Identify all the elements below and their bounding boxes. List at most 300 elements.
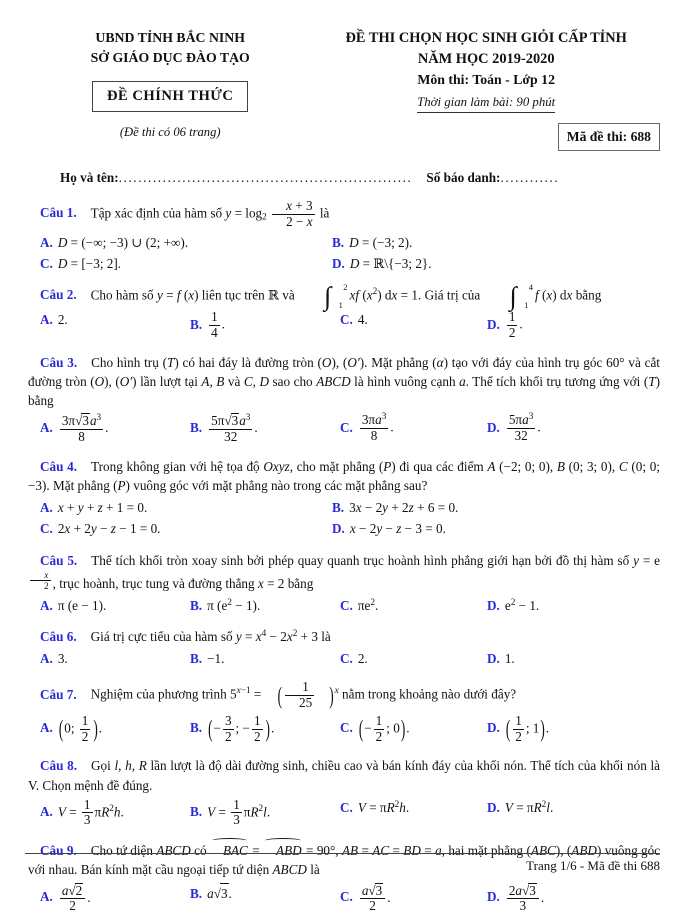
denominator bbox=[507, 428, 535, 444]
denominator bbox=[272, 214, 314, 230]
option-letter: A. bbox=[40, 597, 53, 613]
option-C bbox=[340, 310, 487, 341]
text-run: 8 bbox=[370, 428, 378, 444]
text-run: ) đi qua các điểm bbox=[391, 458, 488, 474]
text-run: 32 bbox=[224, 429, 238, 445]
fraction bbox=[507, 413, 535, 444]
option-letter: A. bbox=[40, 500, 53, 516]
numerator bbox=[507, 310, 518, 325]
math-var: a bbox=[515, 882, 523, 898]
math-var: x bbox=[566, 287, 573, 303]
option-D bbox=[332, 519, 660, 538]
fraction bbox=[374, 714, 385, 745]
option-letter: D. bbox=[487, 597, 500, 613]
option-C bbox=[340, 714, 487, 745]
text-run: = 90°, bbox=[302, 843, 342, 859]
option-letter: C. bbox=[40, 521, 53, 537]
official-stamp-wrap bbox=[28, 81, 312, 112]
text-run: là bbox=[316, 205, 330, 221]
text-run: −1. bbox=[207, 651, 225, 667]
text-run: 3 bbox=[375, 882, 383, 898]
option-letter: D. bbox=[332, 521, 345, 537]
left-paren-icon: ( bbox=[505, 714, 511, 743]
integral-sign-icon: ∫ bbox=[324, 280, 332, 311]
text-run: + 6 = 0. bbox=[413, 500, 459, 516]
math-var: AC bbox=[372, 843, 390, 859]
text-run: . bbox=[87, 889, 91, 905]
text-run: 3. bbox=[57, 651, 68, 667]
question-label: Câu 3. bbox=[40, 354, 78, 370]
text-run: . bbox=[120, 803, 124, 819]
text-run: = bbox=[420, 843, 436, 859]
radical-sign-icon: √ bbox=[213, 885, 221, 901]
math-var: a bbox=[522, 412, 529, 428]
math-var: V bbox=[357, 799, 366, 815]
exam-title-line1: ĐỀ THI CHỌN HỌC SINH GIỎI CẤP TỈNH bbox=[345, 30, 627, 46]
fraction bbox=[360, 413, 388, 444]
math-var: O bbox=[321, 354, 332, 370]
text-run: ) liên tục trên ℝ và bbox=[194, 287, 299, 303]
superscript: 2 bbox=[394, 798, 400, 809]
right-paren-icon: ) bbox=[265, 714, 270, 743]
superscript: 3 bbox=[96, 412, 102, 423]
math-var: x bbox=[355, 500, 362, 516]
question-3 bbox=[28, 353, 660, 445]
option-letter: B. bbox=[332, 500, 345, 516]
question-options bbox=[40, 649, 660, 668]
text-run: − bbox=[364, 720, 372, 736]
denominator bbox=[360, 898, 385, 914]
math-var: y bbox=[225, 205, 232, 221]
superscript: 3 bbox=[245, 412, 251, 423]
option-D bbox=[487, 798, 660, 829]
text-run: ) d bbox=[552, 287, 567, 303]
text-run: + 3 là bbox=[297, 628, 331, 644]
angle-hat: ABD bbox=[263, 840, 303, 860]
question-label: Câu 8. bbox=[40, 758, 78, 774]
math-var: y bbox=[156, 287, 163, 303]
math-var: x bbox=[64, 521, 71, 537]
text-run: 5π bbox=[211, 413, 225, 429]
text-run: Cho hình trụ ( bbox=[91, 354, 167, 370]
text-run: ), ( bbox=[331, 354, 348, 370]
text-run: = (−∞; −3) ∪ (2; +∞). bbox=[67, 234, 189, 250]
fraction bbox=[285, 680, 314, 711]
math-var: x bbox=[255, 628, 262, 644]
text-run: = bbox=[65, 803, 80, 819]
text-run: 3π bbox=[61, 413, 76, 429]
question-options bbox=[40, 714, 660, 745]
option-A bbox=[40, 498, 332, 517]
text-run: = [−3; 2]. bbox=[67, 255, 122, 271]
question-label: Câu 7. bbox=[40, 686, 77, 702]
option-letter: B. bbox=[190, 316, 203, 332]
text-run: ) lần lượt tại bbox=[132, 374, 202, 390]
math-var: A, B bbox=[201, 374, 225, 390]
text-run: + bbox=[83, 500, 98, 516]
text-run: 2 bbox=[44, 581, 49, 591]
option-C bbox=[40, 254, 332, 273]
text-run: + 3 bbox=[291, 198, 313, 214]
math-var: h bbox=[113, 803, 121, 819]
math-var: O bbox=[94, 374, 105, 390]
math-var: R bbox=[250, 803, 259, 819]
superscript: 2 bbox=[510, 596, 516, 607]
text-run: 3 bbox=[231, 413, 239, 429]
fraction bbox=[252, 714, 263, 745]
text-run: ) có hai đáy là đường tròn ( bbox=[174, 354, 322, 370]
question-body bbox=[28, 756, 660, 794]
math-var: y bbox=[235, 628, 242, 644]
denominator bbox=[209, 429, 252, 445]
text-run: 2 bbox=[81, 728, 89, 744]
denominator bbox=[223, 729, 234, 745]
math-var: a bbox=[61, 882, 69, 898]
question-body bbox=[28, 680, 660, 711]
option-C bbox=[340, 413, 487, 445]
text-run: , trục hoành, trục tung và đường thẳng bbox=[52, 575, 258, 591]
option-letter: A. bbox=[40, 889, 53, 905]
option-D bbox=[487, 413, 660, 445]
option-D bbox=[332, 254, 660, 273]
question-label: Câu 1. bbox=[40, 205, 77, 221]
numerator bbox=[252, 714, 263, 729]
math-var: T bbox=[166, 354, 175, 370]
text-run: = 2 bằng bbox=[263, 575, 314, 591]
math-var: C bbox=[618, 458, 628, 474]
option-D bbox=[487, 883, 660, 914]
numerator bbox=[513, 714, 524, 729]
math-var: BD bbox=[403, 843, 421, 859]
right-paren-icon: ) bbox=[400, 714, 406, 743]
text-run: . bbox=[519, 316, 523, 332]
question-body bbox=[28, 627, 660, 646]
math-var: y bbox=[633, 552, 639, 568]
text-run: = bbox=[241, 628, 256, 644]
numerator bbox=[60, 883, 85, 899]
question-label: Câu 5. bbox=[40, 552, 78, 568]
text-run: 0; bbox=[64, 720, 78, 736]
text-run: π (e − 1). bbox=[57, 597, 107, 613]
option-B bbox=[190, 596, 340, 615]
option-A bbox=[40, 798, 190, 829]
question-label: Câu 4. bbox=[40, 458, 78, 474]
question-4 bbox=[28, 457, 660, 539]
fraction bbox=[272, 199, 314, 230]
radical bbox=[368, 883, 383, 899]
math-var: f bbox=[176, 287, 181, 303]
text-run: − 2 bbox=[266, 628, 287, 644]
text-run: ). Mặt phẳng ( bbox=[359, 354, 437, 370]
text-run: − 1 = 0. bbox=[115, 521, 161, 537]
text-run: . bbox=[540, 889, 545, 905]
math-var: a bbox=[239, 413, 246, 429]
right-paren-icon: ) bbox=[329, 681, 334, 709]
math-var: P bbox=[383, 458, 392, 474]
fraction bbox=[513, 714, 524, 745]
question-options bbox=[40, 413, 660, 445]
option-D bbox=[487, 310, 660, 341]
math-var: C, D bbox=[243, 374, 269, 390]
option-letter: D. bbox=[487, 799, 500, 815]
math-var: x bbox=[44, 569, 49, 580]
superscript bbox=[28, 569, 53, 591]
text-run: 1 bbox=[302, 679, 309, 695]
option-letter: B. bbox=[190, 803, 203, 819]
text-run: . bbox=[105, 420, 109, 436]
math-var: AB bbox=[341, 843, 359, 859]
radical-sign-icon: √ bbox=[224, 413, 232, 429]
subscript: 2 bbox=[262, 211, 267, 222]
denominator bbox=[507, 325, 518, 341]
angle-hat: BAC bbox=[210, 840, 249, 860]
text-run: là hình vuông cạnh bbox=[350, 374, 460, 390]
math-var: z bbox=[408, 500, 414, 516]
question-body bbox=[28, 199, 660, 230]
text-run: 2. bbox=[357, 651, 368, 667]
radicand bbox=[75, 883, 84, 899]
text-run: 1 bbox=[253, 712, 261, 728]
text-run: 2 bbox=[57, 521, 65, 537]
radicand bbox=[220, 883, 229, 903]
integral-limits bbox=[517, 281, 533, 310]
math-var: x bbox=[349, 521, 356, 537]
question-body bbox=[28, 280, 660, 311]
question-9 bbox=[28, 840, 660, 914]
superscript bbox=[237, 686, 251, 696]
text-run: ) bằng bbox=[28, 374, 660, 409]
upper-limit: 4 bbox=[528, 281, 533, 292]
text-run: = bbox=[162, 287, 177, 303]
math-var: z bbox=[396, 521, 402, 537]
issuer-line1: UBND TỈNH BẮC NINH bbox=[95, 30, 245, 45]
math-var: x bbox=[286, 198, 292, 214]
text-run: (0; 0; −3). Mặt phẳng ( bbox=[28, 458, 660, 494]
text-run: Cho tứ diện bbox=[90, 843, 157, 859]
text-run: 3π bbox=[361, 412, 376, 428]
option-A bbox=[40, 714, 190, 745]
math-var: V bbox=[207, 803, 216, 819]
text-run: Cho hàm số bbox=[90, 287, 157, 303]
text-run: = bbox=[358, 843, 373, 859]
text-run: ) vuông góc với mặt phẳng nào trong các mặt phẳng sau? bbox=[125, 478, 428, 494]
lower-limit: 1 bbox=[338, 299, 343, 310]
text-run: Thể tích khối tròn xoay sinh bởi phép quay quanh trục hoành hình phẳng giới hạn bởi đồ thị hàm số bbox=[91, 552, 634, 568]
math-var: x bbox=[334, 685, 339, 696]
math-var: a bbox=[207, 885, 214, 901]
option-letter: D. bbox=[487, 889, 500, 905]
math-var: P bbox=[117, 478, 126, 494]
option-letter: B. bbox=[190, 597, 203, 613]
text-run: 1 bbox=[211, 309, 218, 325]
exam-duration bbox=[312, 92, 660, 114]
text-run: 1 bbox=[81, 712, 89, 728]
text-run: − 1). bbox=[231, 597, 261, 613]
question-label: Câu 9. bbox=[40, 843, 77, 859]
math-var: R bbox=[101, 803, 110, 819]
question-options bbox=[40, 310, 660, 341]
text-run: − 2 bbox=[361, 500, 383, 516]
text-run: πe bbox=[357, 597, 371, 613]
text-run: Gọi bbox=[91, 758, 115, 774]
name-blank: ............................................................ bbox=[118, 170, 413, 185]
fraction bbox=[82, 798, 93, 829]
text-run: sao cho bbox=[268, 374, 317, 390]
text-run: − bbox=[213, 720, 221, 736]
math-var: xf bbox=[349, 287, 360, 303]
question-options bbox=[40, 596, 660, 615]
text-run: Nghiệm của phương trình 5 bbox=[90, 686, 237, 702]
option-D bbox=[487, 649, 660, 668]
fraction bbox=[60, 883, 85, 914]
option-B bbox=[190, 649, 340, 668]
fraction bbox=[60, 413, 103, 445]
math-var: ABD bbox=[571, 843, 597, 859]
option-letter: D. bbox=[487, 419, 500, 435]
text-run: 32 bbox=[514, 428, 528, 444]
radical bbox=[68, 883, 83, 899]
fraction bbox=[209, 310, 220, 341]
option-A bbox=[40, 310, 190, 341]
question-options bbox=[40, 233, 660, 273]
option-A bbox=[40, 233, 332, 252]
text-run: ( bbox=[180, 287, 189, 303]
denominator bbox=[80, 729, 91, 745]
text-run: + 2 bbox=[388, 500, 409, 516]
name-label: Họ và tên: bbox=[60, 170, 119, 185]
text-run: 1 bbox=[83, 796, 91, 812]
option-C bbox=[340, 883, 487, 914]
text-run: + 2 bbox=[70, 521, 91, 537]
question-body bbox=[28, 457, 660, 495]
numerator bbox=[82, 798, 93, 813]
page-number: Trang 1/6 - Mã đề thi 688 bbox=[526, 858, 660, 874]
math-var: A bbox=[487, 458, 496, 474]
option-letter: D. bbox=[487, 316, 500, 332]
text-run: . bbox=[228, 885, 232, 901]
candidate-number-label: Số báo danh: bbox=[426, 170, 501, 185]
text-run: = 1. Giá trị của bbox=[397, 287, 484, 303]
math-var: z bbox=[110, 521, 116, 537]
math-var: x bbox=[188, 287, 195, 303]
math-var: x bbox=[236, 685, 241, 696]
text-run: = π bbox=[365, 799, 387, 815]
math-var: l bbox=[546, 799, 550, 815]
text-run: 1 bbox=[515, 712, 522, 728]
question-options bbox=[40, 883, 660, 914]
question-5 bbox=[28, 551, 660, 615]
option-letter: D. bbox=[487, 651, 500, 667]
denominator bbox=[60, 898, 85, 914]
text-run: Giá trị cực tiểu của hàm số bbox=[90, 628, 236, 644]
math-var: l, h, R bbox=[114, 758, 147, 774]
header bbox=[28, 28, 660, 151]
text-run: ; 0 bbox=[386, 720, 400, 736]
text-run: 3 bbox=[233, 812, 240, 828]
numerator bbox=[360, 413, 388, 428]
option-B bbox=[190, 714, 340, 745]
text-run: − bbox=[96, 521, 111, 537]
denominator bbox=[60, 429, 103, 445]
option-letter: C. bbox=[340, 889, 353, 905]
text-run: bằng bbox=[572, 287, 602, 303]
right-paren-icon: ) bbox=[93, 714, 98, 743]
text-run: 3 bbox=[224, 712, 232, 728]
option-letter: B. bbox=[190, 720, 203, 736]
text-run: nằm trong khoảng nào dưới đây? bbox=[338, 686, 517, 702]
question-options bbox=[40, 498, 660, 538]
math-var: y bbox=[382, 500, 389, 516]
option-letter: B. bbox=[190, 885, 203, 901]
text-run: có bbox=[190, 843, 210, 859]
text-run: . bbox=[545, 720, 550, 736]
option-letter: A. bbox=[40, 312, 53, 328]
radical-sign-icon: √ bbox=[68, 882, 76, 898]
radical bbox=[214, 883, 229, 903]
denominator bbox=[360, 428, 388, 444]
math-var: x bbox=[366, 287, 373, 303]
question-6 bbox=[28, 627, 660, 668]
text-run: − 2 bbox=[355, 521, 377, 537]
integral bbox=[486, 280, 533, 311]
text-run: 4. bbox=[357, 312, 368, 328]
text-run: 5π bbox=[508, 412, 523, 428]
text-run: Tập xác định của hàm số bbox=[90, 205, 226, 221]
denominator bbox=[374, 729, 385, 745]
question-8 bbox=[28, 756, 660, 828]
denominator bbox=[231, 812, 242, 828]
text-run: π (e bbox=[207, 597, 228, 613]
option-letter: A. bbox=[40, 420, 53, 436]
text-run: π bbox=[243, 803, 251, 819]
fraction bbox=[80, 714, 91, 745]
numerator bbox=[30, 570, 51, 580]
text-run: 2 bbox=[224, 728, 232, 744]
numerator bbox=[507, 413, 535, 428]
math-var: x bbox=[57, 500, 64, 516]
numerator bbox=[80, 714, 91, 729]
denominator bbox=[82, 812, 93, 828]
text-run: 2. bbox=[57, 312, 68, 328]
math-var: O′ bbox=[347, 354, 360, 370]
math-var: x bbox=[546, 287, 553, 303]
text-run: 25 bbox=[299, 695, 313, 711]
question-label: Câu 6. bbox=[40, 628, 77, 644]
text-run: 1 bbox=[508, 309, 516, 325]
fraction bbox=[223, 714, 234, 745]
math-var: x bbox=[286, 628, 293, 644]
math-var: V bbox=[504, 799, 513, 815]
option-letter: A. bbox=[40, 234, 53, 250]
text-run: 2 bbox=[69, 898, 76, 914]
option-B bbox=[190, 310, 340, 341]
math-var: D bbox=[349, 234, 359, 250]
option-letter: C. bbox=[340, 312, 353, 328]
text-run: ) tạo với đáy của hình trụ góc 60° và cắt đường tròn ( bbox=[28, 354, 660, 390]
text-run: = (−3; 2). bbox=[358, 234, 413, 250]
option-letter: D. bbox=[332, 255, 345, 271]
option-letter: A. bbox=[40, 720, 53, 736]
text-run: . bbox=[98, 720, 103, 736]
text-run: . Thể tích khối trụ tương ứng với ( bbox=[465, 374, 649, 390]
text-run: = bbox=[250, 686, 265, 702]
option-letter: C. bbox=[340, 799, 353, 815]
numerator bbox=[223, 714, 234, 729]
exam-duration-text: Thời gian làm bài: 90 phút bbox=[417, 93, 555, 114]
math-var: h bbox=[399, 799, 406, 815]
fraction bbox=[209, 413, 252, 445]
radical bbox=[522, 883, 537, 899]
